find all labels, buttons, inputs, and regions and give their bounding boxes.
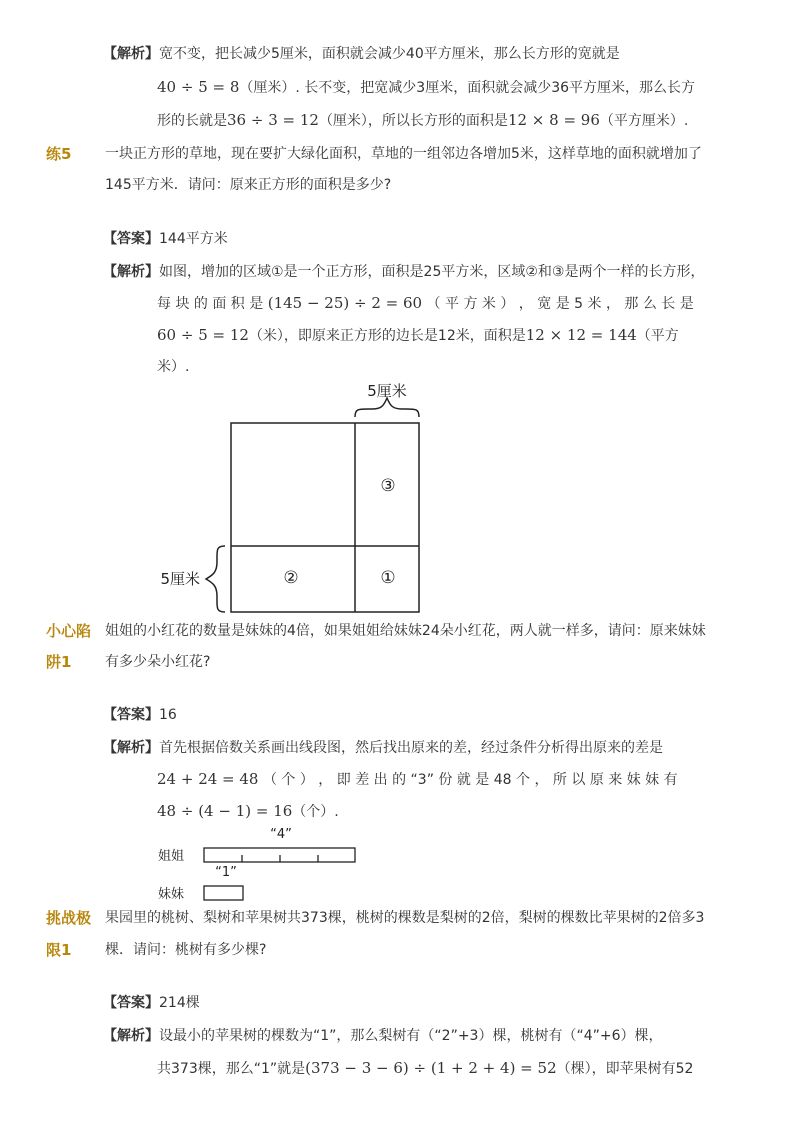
trap-label: 小心陷 <box>46 622 92 640</box>
trap-label-2: 阱1 <box>46 653 72 671</box>
question-text: 棵．请问：桃树有多少棵? <box>105 942 267 958</box>
answer-value: 16 <box>159 707 177 723</box>
region-1-label: ① <box>380 568 396 588</box>
analysis-line <box>157 1058 693 1079</box>
left-dimension-label: 5厘米 <box>160 570 200 588</box>
answer-value: 214棵 <box>159 995 200 1011</box>
quote-4-label: “4” <box>270 827 292 842</box>
math-expression: 36 ÷ 3 = 12 <box>227 111 319 129</box>
analysis-tag: 【解析】 <box>103 740 159 756</box>
quote-1-label: “1” <box>215 865 237 880</box>
exercise-label: 练5 <box>46 145 72 163</box>
text: 形的长就是 <box>157 113 227 129</box>
question-text: 145平方米．请问：原来正方形的面积是多少? <box>105 177 392 193</box>
math-expression: (145 − 25) ÷ 2 = 60 <box>267 294 423 312</box>
text: 如图，增加的区域①是一个正方形，面积是25平方米，区域②和③是两个一样的长方形， <box>159 264 705 280</box>
text: （ 个 ） ， 即 差 出 的 “3” 份 就 是 48 个 ， 所 以 原 来 妹 妹 有 <box>262 772 678 788</box>
text: （个）. <box>292 804 339 820</box>
answer-line <box>103 993 200 1013</box>
top-dimension-label: 5厘米 <box>367 382 407 400</box>
math-expression: 40 ÷ 5 = 8 <box>157 78 240 96</box>
challenge-label: 挑战极 <box>46 909 92 927</box>
analysis-tag: 【解析】 <box>103 264 159 280</box>
math-expression: 48 ÷ (4 − 1) = 16 <box>157 802 293 820</box>
text: 宽不变，把长减少5厘米，面积就会减少40平方厘米，那么长方形的宽就是 <box>159 46 620 62</box>
text: （棵），即苹果树有52 <box>556 1061 694 1077</box>
text: （ 平 方 米 ） ， 宽 是 5 米 ， 那 么 长 是 <box>426 296 694 312</box>
analysis-tag: 【解析】 <box>103 46 159 62</box>
text: 首先根据倍数关系画出线段图，然后找出原来的差，经过条件分析得出原来的差是 <box>159 740 663 756</box>
answer-tag: 【答案】 <box>103 707 159 723</box>
younger-segment <box>204 886 243 900</box>
sister-label: 姐姐 <box>158 849 185 864</box>
text: （平方厘米）. <box>599 113 689 129</box>
answer-tag: 【答案】 <box>103 231 159 247</box>
text: 每 块 的 面 积 是 <box>157 296 264 312</box>
younger-sister-label: 妹妹 <box>158 887 185 902</box>
text: （厘米），所以长方形的面积是 <box>318 113 508 129</box>
text: 设最小的苹果树的棵数为“1”，那么梨树有（“2”+3）棵，桃树有（“4”+6）棵， <box>159 1028 663 1044</box>
challenge-label-2: 限1 <box>46 941 72 959</box>
text: 共373棵，那么“1”就是 <box>157 1061 306 1077</box>
region-2-label: ② <box>283 568 299 588</box>
text: （平方 <box>636 328 679 344</box>
text: （厘米）. 长不变，把宽减少3厘米，面积就会减少36平方厘米，那么长方 <box>239 80 696 96</box>
math-expression: 24 + 24 = 48 <box>157 770 259 788</box>
question-text: 有多少朵小红花? <box>105 654 211 670</box>
question-text: 姐姐的小红花的数量是妹妹的4倍，如果姐姐给妹妹24朵小红花，两人就一样多，请问：原来妹妹 <box>105 623 706 639</box>
analysis-line: 米）. <box>157 359 190 375</box>
analysis-tag: 【解析】 <box>103 1028 159 1044</box>
question-text: 一块正方形的草地，现在要扩大绿化面积，草地的一组邻边各增加5米，这样草地的面积就增加了 <box>105 146 702 162</box>
math-expression: (373 − 3 − 6) ÷ (1 + 2 + 4) = 52 <box>305 1059 557 1077</box>
math-expression: 12 × 8 = 96 <box>507 111 600 129</box>
text: （米），即原来正方形的边长是12米，面积是 <box>248 328 526 344</box>
answer-value: 144平方米 <box>159 231 228 247</box>
region-3-label: ③ <box>380 476 396 496</box>
answer-tag: 【答案】 <box>103 995 159 1011</box>
analysis-line <box>103 1026 663 1046</box>
math-expression: 60 ÷ 5 = 12 <box>157 326 249 344</box>
question-text: 果园里的桃树、梨树和苹果树共373棵，桃树的棵数是梨树的2倍，梨树的棵数比苹果树的2倍多3 <box>105 910 705 926</box>
math-expression: 12 × 12 = 144 <box>525 326 637 344</box>
